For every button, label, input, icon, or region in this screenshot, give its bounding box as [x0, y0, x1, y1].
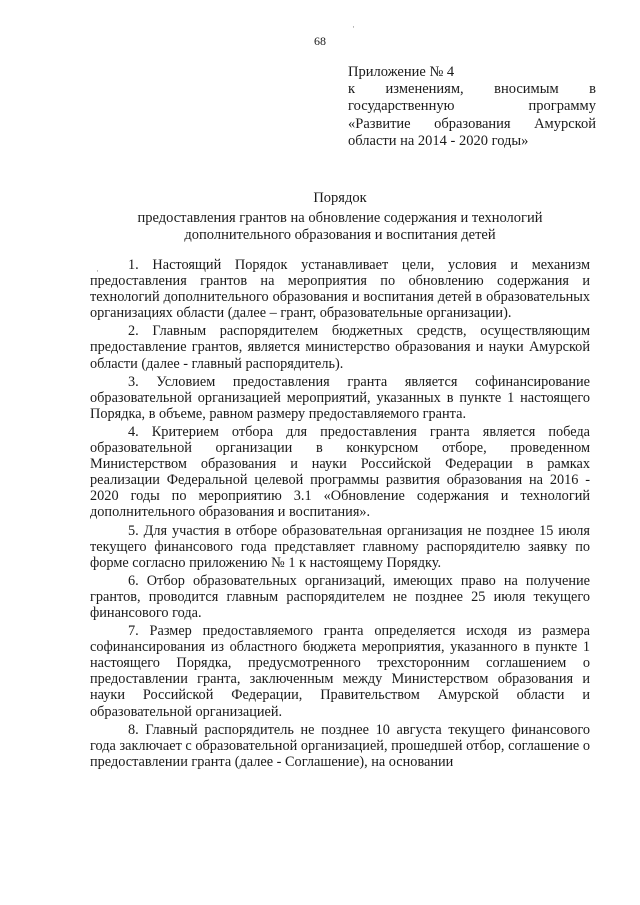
document-title: Порядок	[313, 190, 367, 206]
document-subtitle-line: дополнительного образования и воспитания детей	[184, 227, 496, 243]
paragraph-3: 3. Условием предоставления гранта является софинансирование образовательной организацией мероприятий, указанных в пункте 1 настоящего Порядка, в объеме, равном размеру предоставляемого гранта.	[90, 373, 590, 422]
document-heading	[90, 190, 590, 245]
scan-speck: ·	[96, 266, 99, 276]
paragraph-7: 7. Размер предоставляемого гранта определяется исходя из размера софинансирования из областного бюджета мероприятия, указанного в пункте 1 настоящего Порядка, предусмотренного трехсторонним соглашением о предоставлении гранта, заключенным между Министерством образования и науки Российской Федерации, Правительством Амурской области и образовательной организацией.	[90, 623, 590, 720]
paragraph-5: 5. Для участия в отборе образовательная организация не позднее 15 июля текущего финансового года представляет главному распорядителю заявку по форме согласно приложению № 1 к настоящему Порядку.	[90, 522, 590, 571]
appendix-block	[348, 64, 596, 150]
document-body	[90, 257, 590, 772]
appendix-line: области на 2014 - 2020 годы»	[348, 132, 529, 149]
paragraph-6: 6. Отбор образовательных организаций, имеющих право на получение грантов, проводится главным распорядителем не позднее 25 июля текущего финансового года.	[90, 572, 590, 621]
paragraph-1: 1. Настоящий Порядок устанавливает цели, условия и механизм предоставления грантов на мероприятия по обновлению содержания и технологий дополнительного образования и воспитания детей в образовательных организациях области (далее – грант, образовательные организации).	[90, 257, 590, 322]
appendix-line: к изменениям, вносимым в	[348, 81, 596, 98]
appendix-line: государственную программу	[348, 98, 596, 115]
paragraph-4: 4. Критерием отбора для предоставления гранта является победа образовательной организации в конкурсном отборе, проведенном Министерством образования и науки Российской Федерации в рамках реализации Федеральной целевой программы развития образования на 2016 - 2020 годы по мероприятию 3.1 «Обновление содержания и технологий дополнительного образования и воспитания».	[90, 423, 590, 521]
paragraph-2: 2. Главным распорядителем бюджетных средств, осуществляющим предоставление грантов, является министерство образования и науки Амурской области (далее - главный распорядитель).	[90, 323, 590, 372]
page-number: 68	[314, 34, 326, 48]
document-subtitle-line: предоставления грантов на обновление содержания и технологий	[137, 209, 543, 226]
appendix-line: «Развитие образования Амурской	[348, 115, 596, 132]
scan-speck: ·	[352, 22, 355, 32]
appendix-line: Приложение № 4	[348, 64, 455, 80]
paragraph-8: 8. Главный распорядитель не позднее 10 августа текущего финансового года заключает с образовательной организацией, прошедшей отбор, соглашение о предоставлении гранта (далее - Соглашение), на основании	[90, 721, 590, 770]
